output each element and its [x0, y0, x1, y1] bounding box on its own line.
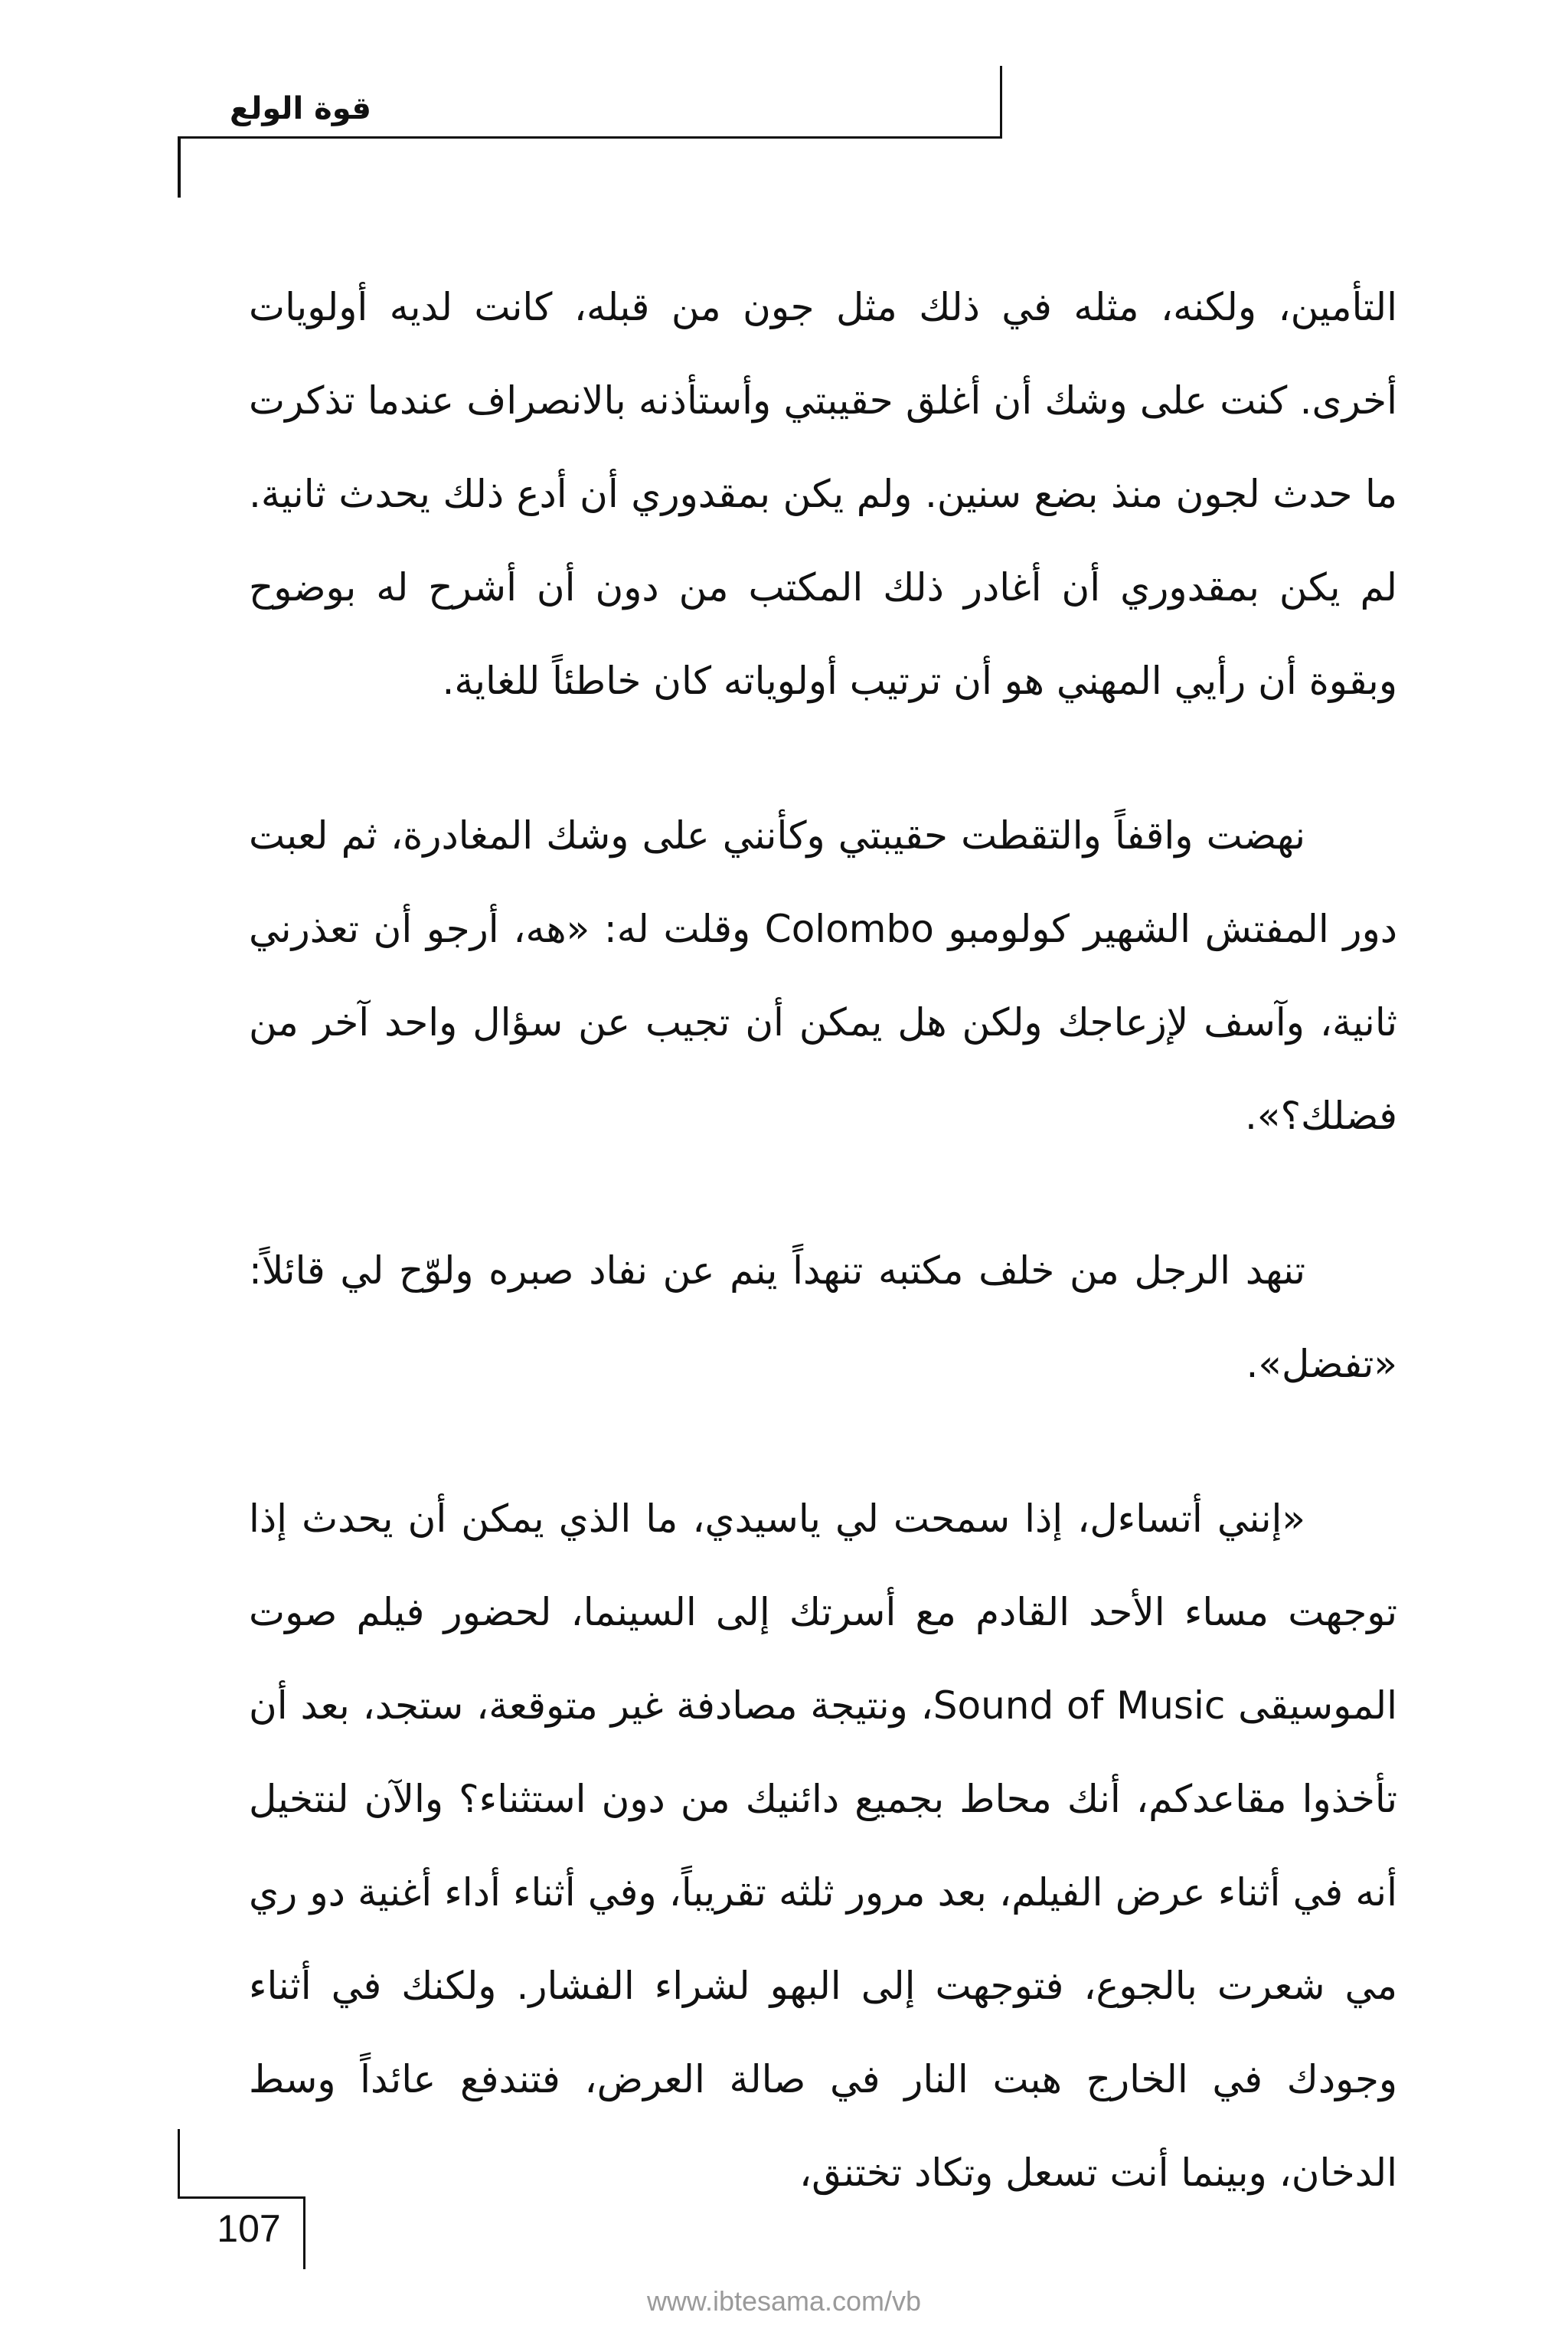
- watermark-url: www.ibtesama.com/vb: [646, 2285, 922, 2317]
- footer-rule: [178, 2196, 305, 2199]
- paragraph-2: نهضت واقفاً والتقطت حقيبتي وكأنني على وشك المغادرة، ثم لعبت دور المفتش الشهير كولومبو Colombo وقلت له: «هه، أرجو أن تعذرني ثانية، وآسف لإزعاجك ولكن هل يمكن أن تجيب عن سؤال واحد آخر من فضلك؟».: [249, 813, 1397, 1138]
- body-text: [249, 260, 1397, 2219]
- paragraph-3: تنهد الرجل من خلف مكتبه تنهداً ينم عن نفاد صبره ولوّح لي قائلاً: «تفضل».: [249, 1248, 1397, 1386]
- running-header-title: قوة الولع: [230, 91, 371, 126]
- header-rule: [178, 136, 1001, 139]
- paragraph-4: «إنني أتساءل، إذا سمحت لي ياسيدي، ما الذي يمكن أن يحدث إذا توجهت مساء الأحد القادم مع أسرتك إلى السينما، لحضور فيلم صوت الموسيقى Sound of Music، ونتيجة مصادفة غير متوقعة، ستجد، بعد أن تأخذوا مقاعدكم، أنك محاط بجميع دائنيك من دون استثناء؟ والآن لنتخيل أنه في أثناء عرض الفيلم، بعد مرور ثلثه تقريباً، وفي أثناء أداء أغنية دو ري مي شعرت بالجوع، فتوجهت إلى البهو لشراء الفشار. ولكنك في أثناء وجودك في الخارج هبت النار في صالة العرض، فتندفع عائداً وسط الدخان، وبينما أنت تسعل وتكاد تختنق،: [249, 1496, 1397, 2195]
- footer-rule-right-tick: [303, 2196, 305, 2269]
- paragraph-1: التأمين، ولكنه، مثله في ذلك مثل جون من قبله، كانت لديه أولويات أخرى. كنت على وشك أن أغلق حقيبتي وأستأذنه بالانصراف عندما تذكرت ما حدث لجون منذ بضع سنين. ولم يكن بمقدوري أن أدع ذلك يحدث ثانية. لم يكن بمقدوري أن أغادر ذلك المكتب من دون أن أشرح له بوضوح وبقوة أن رأيي المهني هو أن ترتيب أولوياته كان خاطئاً للغاية.: [249, 285, 1397, 703]
- header-rule-right-tick: [1000, 66, 1002, 139]
- page-number: 107: [217, 2207, 281, 2250]
- footer-rule-left-tick: [178, 2129, 180, 2198]
- header-rule-left-tick: [178, 136, 181, 198]
